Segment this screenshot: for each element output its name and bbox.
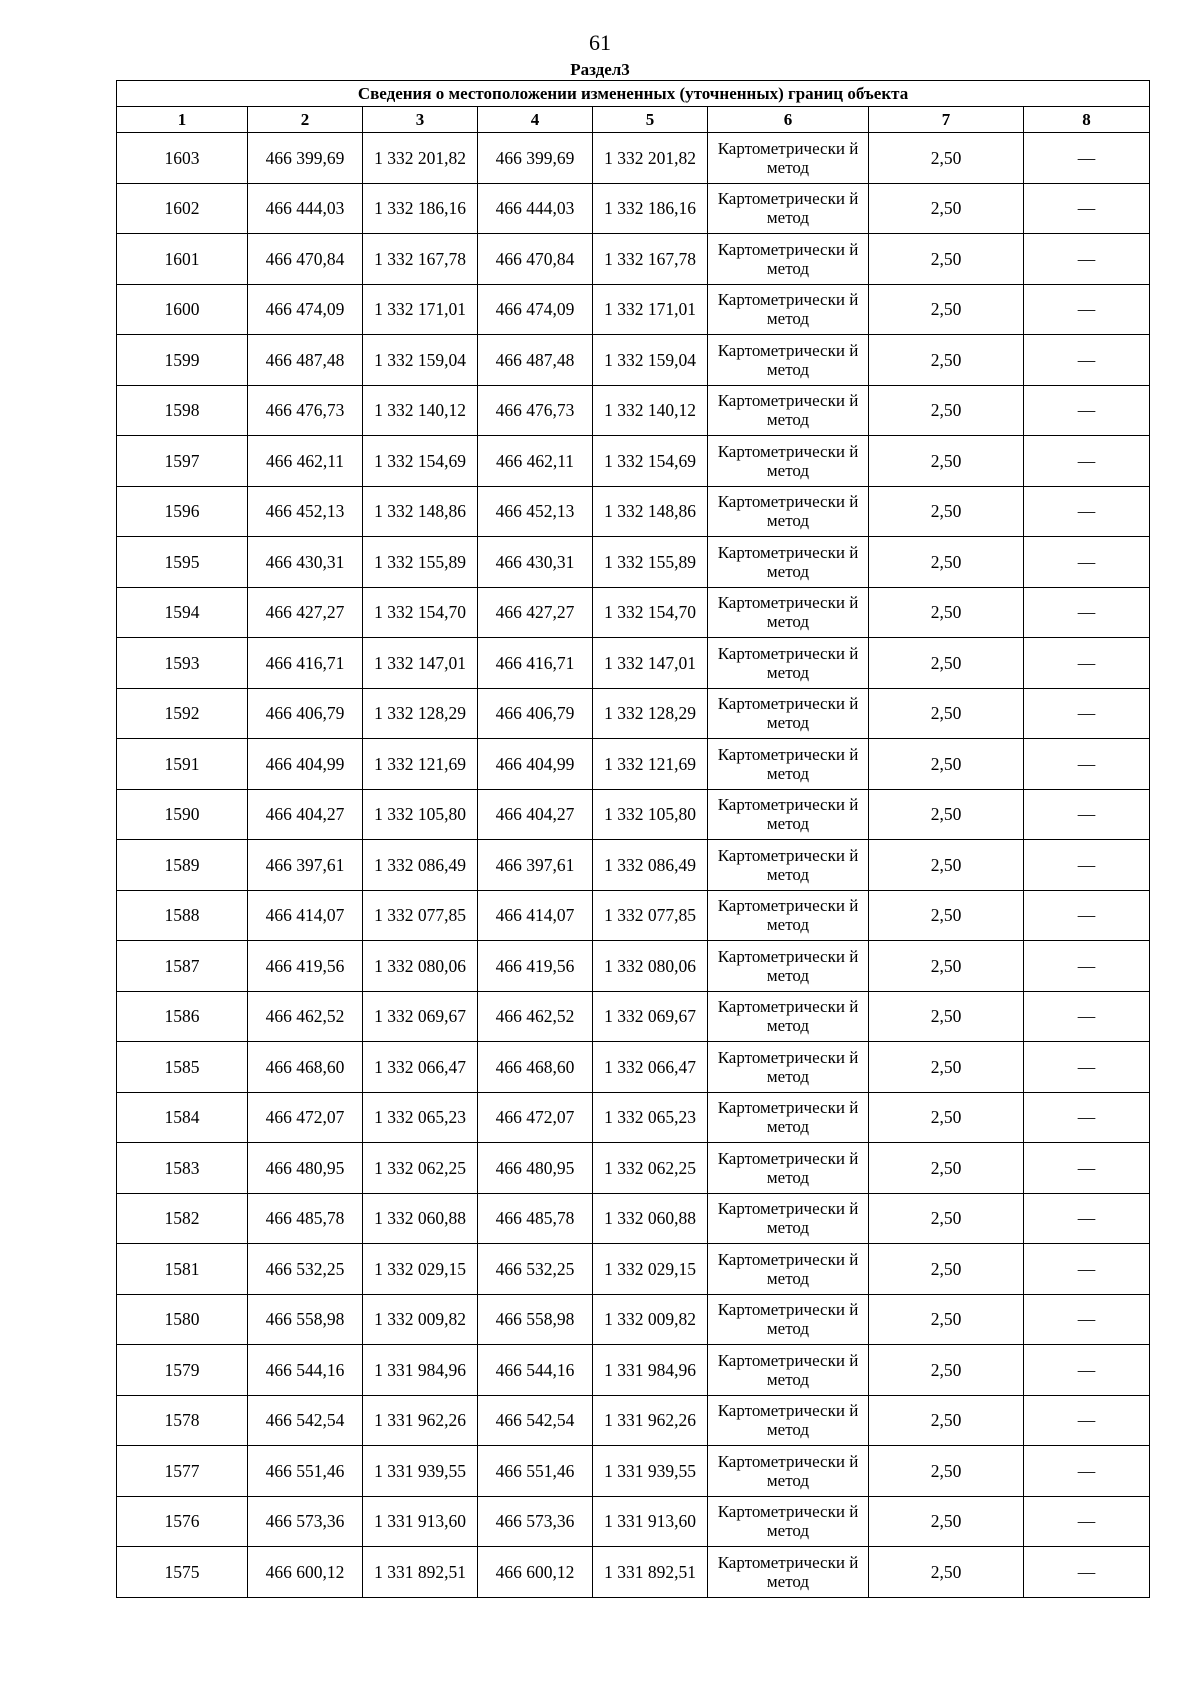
table-row [117,840,1150,891]
table-row [117,335,1150,386]
cell-y-new: 1 332 159,04 [593,335,708,386]
cell-x-new: 466 404,99 [478,739,593,790]
table-row [117,284,1150,335]
cell-y-new: 1 332 077,85 [593,890,708,941]
cell-x-old: 466 452,13 [248,486,363,537]
cell-accuracy: 2,50 [869,1092,1024,1143]
cell-x-new: 466 573,36 [478,1496,593,1547]
cell-y-old: 1 331 913,60 [363,1496,478,1547]
cell-point-number: 1593 [117,638,248,689]
cell-accuracy: 2,50 [869,1395,1024,1446]
cell-point-number: 1595 [117,537,248,588]
cell-y-old: 1 332 062,25 [363,1143,478,1194]
cell-x-old: 466 480,95 [248,1143,363,1194]
cell-y-new: 1 332 201,82 [593,133,708,184]
cell-accuracy: 2,50 [869,537,1024,588]
cell-point-number: 1587 [117,941,248,992]
cell-y-new: 1 332 069,67 [593,991,708,1042]
cell-point-number: 1591 [117,739,248,790]
cell-x-new: 466 419,56 [478,941,593,992]
cell-description: — [1024,133,1150,184]
cell-accuracy: 2,50 [869,335,1024,386]
table-row [117,1496,1150,1547]
cell-x-old: 466 542,54 [248,1395,363,1446]
cell-point-number: 1582 [117,1193,248,1244]
cell-y-old: 1 332 140,12 [363,385,478,436]
cell-description: — [1024,1345,1150,1396]
cell-y-old: 1 332 171,01 [363,284,478,335]
cell-point-number: 1600 [117,284,248,335]
cell-x-new: 466 487,48 [478,335,593,386]
cell-method: Картометрически й метод [708,1547,869,1598]
cell-description: — [1024,1193,1150,1244]
cell-x-old: 466 551,46 [248,1446,363,1497]
table-row [117,486,1150,537]
cell-point-number: 1598 [117,385,248,436]
page-number: 61 [589,30,611,55]
table-row [117,385,1150,436]
column-header-3: 3 [363,107,478,133]
cell-y-old: 1 332 105,80 [363,789,478,840]
cell-y-old: 1 332 069,67 [363,991,478,1042]
cell-point-number: 1575 [117,1547,248,1598]
cell-accuracy: 2,50 [869,1446,1024,1497]
cell-point-number: 1586 [117,991,248,1042]
cell-accuracy: 2,50 [869,1143,1024,1194]
cell-x-old: 466 532,25 [248,1244,363,1295]
cell-x-old: 466 600,12 [248,1547,363,1598]
cell-x-old: 466 414,07 [248,890,363,941]
cell-point-number: 1588 [117,890,248,941]
cell-accuracy: 2,50 [869,1496,1024,1547]
cell-y-old: 1 331 939,55 [363,1446,478,1497]
cell-method: Картометрически й метод [708,537,869,588]
cell-y-new: 1 332 128,29 [593,688,708,739]
cell-method: Картометрически й метод [708,688,869,739]
cell-x-old: 466 470,84 [248,234,363,285]
cell-method: Картометрически й метод [708,234,869,285]
cell-y-old: 1 332 009,82 [363,1294,478,1345]
cell-y-new: 1 332 140,12 [593,385,708,436]
cell-x-old: 466 462,52 [248,991,363,1042]
cell-accuracy: 2,50 [869,1294,1024,1345]
column-header-4: 4 [478,107,593,133]
cell-y-old: 1 332 167,78 [363,234,478,285]
cell-x-new: 466 462,52 [478,991,593,1042]
cell-y-old: 1 332 086,49 [363,840,478,891]
table-row [117,183,1150,234]
cell-description: — [1024,890,1150,941]
column-header-8: 8 [1024,107,1150,133]
cell-y-new: 1 332 066,47 [593,1042,708,1093]
cell-x-old: 466 419,56 [248,941,363,992]
cell-y-new: 1 332 060,88 [593,1193,708,1244]
cell-y-new: 1 332 062,25 [593,1143,708,1194]
table-row [117,890,1150,941]
cell-accuracy: 2,50 [869,1547,1024,1598]
table-row [117,638,1150,689]
cell-y-old: 1 331 962,26 [363,1395,478,1446]
cell-method: Картометрически й метод [708,486,869,537]
cell-x-new: 466 414,07 [478,890,593,941]
cell-point-number: 1596 [117,486,248,537]
table-row [117,1193,1150,1244]
cell-accuracy: 2,50 [869,890,1024,941]
cell-description: — [1024,1446,1150,1497]
cell-x-new: 466 406,79 [478,688,593,739]
cell-method: Картометрически й метод [708,587,869,638]
table-row [117,1446,1150,1497]
cell-accuracy: 2,50 [869,1244,1024,1295]
cell-method: Картометрически й метод [708,1446,869,1497]
cell-y-old: 1 332 128,29 [363,688,478,739]
cell-y-new: 1 331 984,96 [593,1345,708,1396]
cell-description: — [1024,1042,1150,1093]
cell-description: — [1024,840,1150,891]
cell-method: Картометрически й метод [708,638,869,689]
cell-description: — [1024,234,1150,285]
cell-method: Картометрически й метод [708,840,869,891]
cell-y-new: 1 332 065,23 [593,1092,708,1143]
table-row [117,1143,1150,1194]
cell-method: Картометрически й метод [708,1042,869,1093]
cell-accuracy: 2,50 [869,486,1024,537]
cell-y-old: 1 332 201,82 [363,133,478,184]
cell-method: Картометрически й метод [708,1294,869,1345]
cell-method: Картометрически й метод [708,991,869,1042]
cell-description: — [1024,486,1150,537]
cell-y-old: 1 332 186,16 [363,183,478,234]
cell-description: — [1024,385,1150,436]
cell-point-number: 1601 [117,234,248,285]
cell-accuracy: 2,50 [869,436,1024,487]
cell-x-old: 466 406,79 [248,688,363,739]
cell-x-new: 466 397,61 [478,840,593,891]
cell-point-number: 1603 [117,133,248,184]
cell-x-new: 466 470,84 [478,234,593,285]
cell-y-new: 1 332 167,78 [593,234,708,285]
cell-description: — [1024,537,1150,588]
cell-x-new: 466 532,25 [478,1244,593,1295]
cell-accuracy: 2,50 [869,840,1024,891]
cell-method: Картометрически й метод [708,436,869,487]
cell-point-number: 1578 [117,1395,248,1446]
cell-y-old: 1 332 080,06 [363,941,478,992]
cell-method: Картометрически й метод [708,1345,869,1396]
table-row [117,1244,1150,1295]
cell-x-old: 466 404,99 [248,739,363,790]
cell-y-new: 1 332 121,69 [593,739,708,790]
cell-y-old: 1 332 029,15 [363,1244,478,1295]
cell-description: — [1024,789,1150,840]
cell-point-number: 1577 [117,1446,248,1497]
cell-y-new: 1 332 147,01 [593,638,708,689]
cell-accuracy: 2,50 [869,789,1024,840]
column-header-5: 5 [593,107,708,133]
cell-y-old: 1 332 060,88 [363,1193,478,1244]
cell-y-old: 1 331 892,51 [363,1547,478,1598]
cell-x-new: 466 427,27 [478,587,593,638]
cell-x-new: 466 544,16 [478,1345,593,1396]
cell-x-old: 466 476,73 [248,385,363,436]
table-row [117,1395,1150,1446]
column-header-6: 6 [708,107,869,133]
cell-method: Картометрически й метод [708,385,869,436]
cell-method: Картометрически й метод [708,1244,869,1295]
table-row [117,234,1150,285]
cell-description: — [1024,638,1150,689]
column-header-2: 2 [248,107,363,133]
table-row [117,1547,1150,1598]
cell-y-new: 1 332 029,15 [593,1244,708,1295]
cell-accuracy: 2,50 [869,284,1024,335]
cell-y-old: 1 332 121,69 [363,739,478,790]
cell-y-new: 1 331 892,51 [593,1547,708,1598]
cell-description: — [1024,1547,1150,1598]
table-row [117,1345,1150,1396]
cell-x-old: 466 404,27 [248,789,363,840]
cell-x-new: 466 542,54 [478,1395,593,1446]
cell-accuracy: 2,50 [869,385,1024,436]
cell-point-number: 1594 [117,587,248,638]
cell-x-old: 466 444,03 [248,183,363,234]
cell-accuracy: 2,50 [869,739,1024,790]
cell-method: Картометрически й метод [708,183,869,234]
cell-accuracy: 2,50 [869,587,1024,638]
table-row [117,941,1150,992]
cell-method: Картометрически й метод [708,1143,869,1194]
cell-y-new: 1 331 913,60 [593,1496,708,1547]
cell-y-new: 1 331 962,26 [593,1395,708,1446]
cell-x-old: 466 468,60 [248,1042,363,1093]
cell-point-number: 1580 [117,1294,248,1345]
cell-y-old: 1 332 147,01 [363,638,478,689]
cell-x-new: 466 444,03 [478,183,593,234]
cell-description: — [1024,941,1150,992]
cell-y-old: 1 332 155,89 [363,537,478,588]
cell-description: — [1024,1244,1150,1295]
cell-x-old: 466 485,78 [248,1193,363,1244]
cell-y-old: 1 332 154,69 [363,436,478,487]
column-header-1: 1 [117,107,248,133]
cell-x-new: 466 558,98 [478,1294,593,1345]
cell-x-new: 466 399,69 [478,133,593,184]
cell-y-old: 1 332 065,23 [363,1092,478,1143]
cell-x-new: 466 404,27 [478,789,593,840]
cell-description: — [1024,739,1150,790]
cell-accuracy: 2,50 [869,991,1024,1042]
table-row [117,537,1150,588]
table-caption: Сведения о местоположении измененных (уточненных) границ объекта [117,81,1150,107]
cell-accuracy: 2,50 [869,1345,1024,1396]
cell-x-new: 466 551,46 [478,1446,593,1497]
column-header-7: 7 [869,107,1024,133]
cell-y-new: 1 332 009,82 [593,1294,708,1345]
cell-point-number: 1583 [117,1143,248,1194]
cell-x-new: 466 430,31 [478,537,593,588]
cell-description: — [1024,688,1150,739]
cell-method: Картометрически й метод [708,133,869,184]
cell-description: — [1024,1143,1150,1194]
cell-accuracy: 2,50 [869,638,1024,689]
cell-x-new: 466 452,13 [478,486,593,537]
cell-x-new: 466 462,11 [478,436,593,487]
table-row [117,789,1150,840]
cell-y-new: 1 332 154,69 [593,436,708,487]
cell-accuracy: 2,50 [869,234,1024,285]
cell-x-new: 466 416,71 [478,638,593,689]
table-row [117,1042,1150,1093]
cell-y-new: 1 332 080,06 [593,941,708,992]
table-row [117,991,1150,1042]
cell-method: Картометрически й метод [708,1193,869,1244]
cell-description: — [1024,587,1150,638]
cell-method: Картометрически й метод [708,284,869,335]
cell-x-new: 466 485,78 [478,1193,593,1244]
cell-point-number: 1576 [117,1496,248,1547]
table-row [117,1092,1150,1143]
table-body [117,133,1150,1598]
cell-description: — [1024,284,1150,335]
boundary-coordinates-table [116,80,1150,1598]
cell-method: Картометрически й метод [708,890,869,941]
cell-accuracy: 2,50 [869,941,1024,992]
cell-y-new: 1 332 105,80 [593,789,708,840]
cell-description: — [1024,335,1150,386]
cell-y-old: 1 332 148,86 [363,486,478,537]
cell-x-old: 466 573,36 [248,1496,363,1547]
cell-y-old: 1 331 984,96 [363,1345,478,1396]
cell-x-new: 466 476,73 [478,385,593,436]
cell-y-old: 1 332 077,85 [363,890,478,941]
cell-y-new: 1 332 086,49 [593,840,708,891]
table-row [117,688,1150,739]
cell-point-number: 1590 [117,789,248,840]
column-header-row [117,107,1150,133]
table-row [117,1294,1150,1345]
cell-y-old: 1 332 066,47 [363,1042,478,1093]
section-title: Раздел3 [570,60,630,79]
table-row [117,436,1150,487]
cell-y-new: 1 331 939,55 [593,1446,708,1497]
cell-description: — [1024,1294,1150,1345]
cell-y-old: 1 332 154,70 [363,587,478,638]
cell-accuracy: 2,50 [869,183,1024,234]
cell-x-old: 466 487,48 [248,335,363,386]
cell-x-new: 466 480,95 [478,1143,593,1194]
cell-description: — [1024,991,1150,1042]
cell-x-new: 466 468,60 [478,1042,593,1093]
cell-x-old: 466 397,61 [248,840,363,891]
cell-description: — [1024,1496,1150,1547]
cell-x-new: 466 600,12 [478,1547,593,1598]
cell-x-old: 466 427,27 [248,587,363,638]
table-row [117,133,1150,184]
cell-y-new: 1 332 171,01 [593,284,708,335]
cell-accuracy: 2,50 [869,133,1024,184]
cell-y-new: 1 332 154,70 [593,587,708,638]
cell-accuracy: 2,50 [869,688,1024,739]
cell-y-new: 1 332 148,86 [593,486,708,537]
cell-description: — [1024,1092,1150,1143]
cell-x-old: 466 472,07 [248,1092,363,1143]
cell-point-number: 1592 [117,688,248,739]
cell-y-old: 1 332 159,04 [363,335,478,386]
cell-accuracy: 2,50 [869,1193,1024,1244]
cell-method: Картометрически й метод [708,1395,869,1446]
cell-x-old: 466 558,98 [248,1294,363,1345]
cell-x-old: 466 430,31 [248,537,363,588]
cell-accuracy: 2,50 [869,1042,1024,1093]
cell-x-new: 466 474,09 [478,284,593,335]
cell-point-number: 1579 [117,1345,248,1396]
cell-y-new: 1 332 155,89 [593,537,708,588]
cell-point-number: 1584 [117,1092,248,1143]
cell-point-number: 1581 [117,1244,248,1295]
cell-point-number: 1602 [117,183,248,234]
cell-point-number: 1597 [117,436,248,487]
cell-description: — [1024,436,1150,487]
cell-point-number: 1585 [117,1042,248,1093]
cell-point-number: 1599 [117,335,248,386]
table-row [117,587,1150,638]
cell-x-old: 466 474,09 [248,284,363,335]
cell-point-number: 1589 [117,840,248,891]
cell-method: Картометрически й метод [708,941,869,992]
cell-x-new: 466 472,07 [478,1092,593,1143]
cell-x-old: 466 416,71 [248,638,363,689]
cell-method: Картометрически й метод [708,789,869,840]
cell-x-old: 466 462,11 [248,436,363,487]
cell-x-old: 466 544,16 [248,1345,363,1396]
cell-method: Картометрически й метод [708,1092,869,1143]
table-row [117,739,1150,790]
cell-y-new: 1 332 186,16 [593,183,708,234]
cell-x-old: 466 399,69 [248,133,363,184]
cell-method: Картометрически й метод [708,335,869,386]
cell-description: — [1024,1395,1150,1446]
cell-method: Картометрически й метод [708,739,869,790]
cell-method: Картометрически й метод [708,1496,869,1547]
cell-description: — [1024,183,1150,234]
